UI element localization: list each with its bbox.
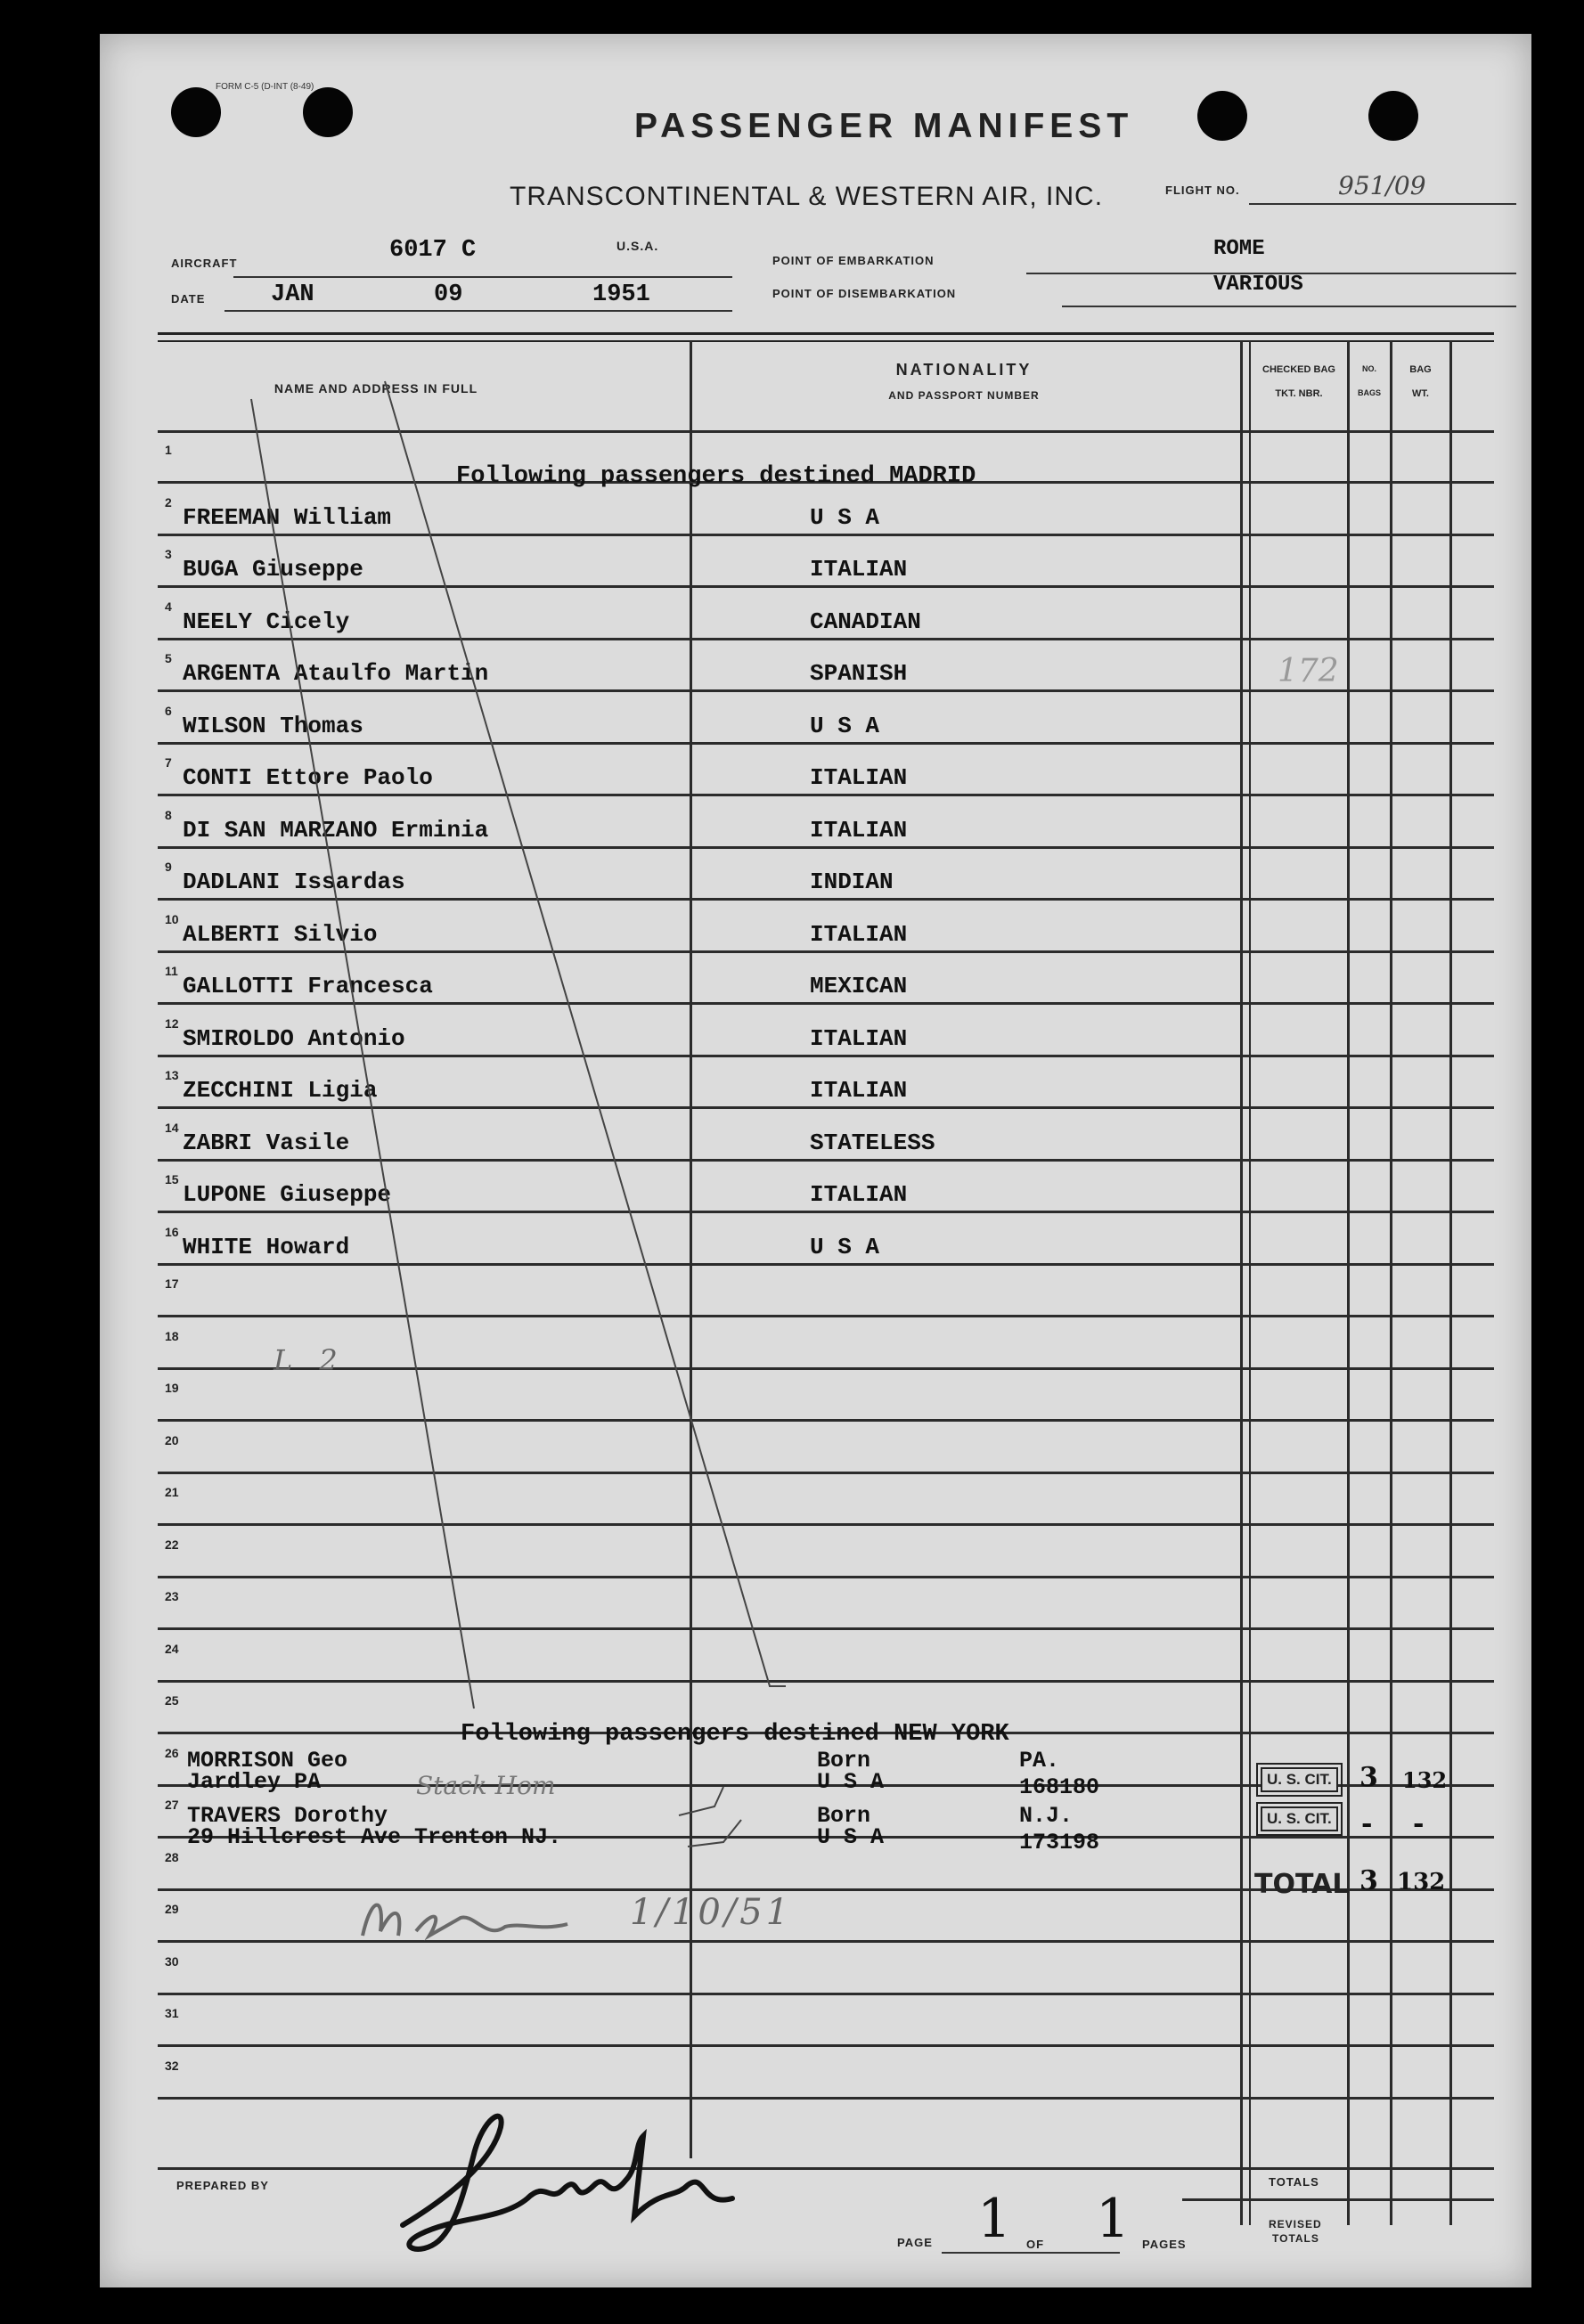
passenger-country: U S A: [817, 1769, 885, 1795]
column-header-bags: BAGS: [1357, 388, 1381, 397]
row-note: L 2: [274, 1343, 347, 1377]
passport-number: 173198: [1019, 1830, 1100, 1855]
row-number: 11: [165, 964, 178, 978]
row-number: 32: [165, 2058, 179, 2073]
passenger-state: N.J.: [1019, 1803, 1074, 1829]
passenger-nationality: U S A: [810, 712, 880, 739]
passenger-nationality: U S A: [810, 503, 880, 531]
passenger-state: PA.: [1019, 1748, 1060, 1774]
disembarkation-label: POINT OF DISEMBARKATION: [772, 287, 957, 300]
totals-label: TOTALS: [1269, 2175, 1319, 2189]
citizen-stamp: U. S. CIT.: [1261, 1767, 1338, 1792]
passenger-nationality: U S A: [810, 1233, 880, 1260]
passenger-nationality: ITALIAN: [810, 556, 908, 583]
disembarkation-value: VARIOUS: [1213, 273, 1303, 297]
page-label: PAGE: [897, 2236, 933, 2249]
passenger-address: 29 Hillcrest Ave Trenton NJ.: [187, 1824, 562, 1850]
row-number: 25: [165, 1693, 179, 1708]
pages-label: PAGES: [1142, 2238, 1187, 2251]
stray-pen-lines: [100, 34, 1531, 2287]
row-number: 6: [165, 703, 172, 718]
total-label: TOTAL: [1254, 1869, 1350, 1900]
row-number: 14: [165, 1120, 179, 1135]
row-number: 10: [165, 911, 179, 926]
passenger-nationality: ITALIAN: [810, 816, 908, 844]
signature: [367, 2092, 795, 2261]
row-number: 8: [165, 807, 172, 822]
flight-number: 951/09: [1338, 171, 1426, 200]
passenger-name: WILSON Thomas: [183, 712, 363, 739]
row-number: 31: [165, 2006, 179, 2020]
column-header-weight: BAG: [1409, 364, 1432, 375]
passenger-name: ARGENTA Ataulfo Martin: [183, 660, 489, 687]
row-number: 17: [165, 1276, 179, 1291]
of-label: OF: [1026, 2238, 1045, 2251]
manifest-page: [100, 34, 1531, 2287]
row-number: 26: [165, 1745, 179, 1760]
passenger-name: FREEMAN William: [183, 503, 392, 531]
passenger-name: SMIROLDO Antonio: [183, 1024, 405, 1052]
bag-count: -: [1361, 1808, 1373, 1839]
total-weight: 132: [1397, 1869, 1446, 1896]
total-bags: 3: [1359, 1865, 1378, 1896]
passenger-nationality: ITALIAN: [810, 1181, 908, 1208]
row-number: 2: [165, 494, 172, 510]
row-number: 20: [165, 1432, 179, 1447]
passport-number: 168180: [1019, 1774, 1100, 1800]
row-number: 13: [165, 1068, 179, 1082]
passenger-name: DADLANI Issardas: [183, 868, 405, 895]
passenger-nationality: ITALIAN: [810, 764, 908, 791]
row-number: 1: [165, 443, 172, 457]
form-number: FORM C-5 (D-INT (8-49): [216, 82, 314, 92]
passenger-born: Born: [817, 1748, 871, 1774]
row-number: 19: [165, 1381, 179, 1395]
page-total: 1: [1096, 2188, 1131, 2250]
column-header-ticket: TKT. NBR.: [1275, 388, 1323, 399]
revised-totals-label: REVISED: [1269, 2218, 1322, 2230]
row-number: 7: [165, 755, 172, 770]
column-header-nationality: NATIONALITY: [895, 361, 1033, 379]
column-header-passport: AND PASSPORT NUMBER: [888, 389, 1040, 402]
embarkation-value: ROME: [1213, 237, 1265, 261]
stack-note: Stack Hom: [416, 1771, 556, 1800]
passenger-name: NEELY Cicely: [183, 608, 350, 635]
passenger-name: ZABRI Vasile: [183, 1129, 350, 1156]
passenger-nationality: SPANISH: [810, 660, 908, 687]
column-header-bags: NO.: [1361, 364, 1376, 373]
passenger-name: GALLOTTI Francesca: [183, 973, 433, 999]
row-number: 12: [165, 1015, 179, 1031]
passenger-country: U S A: [817, 1824, 885, 1850]
row-number: 5: [165, 651, 172, 665]
destination-heading-newyork: Following passengers destined NEW YORK: [461, 1721, 1009, 1748]
date-month: JAN: [271, 281, 314, 308]
flight-label: FLIGHT NO.: [1165, 183, 1240, 197]
row-number: 27: [165, 1798, 179, 1812]
passenger-name: LUPONE Giuseppe: [183, 1181, 392, 1208]
row-number: 3: [165, 547, 172, 561]
bag-count: 3: [1359, 1762, 1378, 1793]
passenger-name: MORRISON Geo: [187, 1748, 348, 1774]
bag-weight: 132: [1402, 1767, 1448, 1793]
row-number: 21: [165, 1485, 179, 1499]
footer-rule: [158, 2167, 1494, 2170]
row-number: 4: [165, 599, 172, 614]
passenger-nationality: ITALIAN: [810, 920, 908, 948]
page-number: 1: [977, 2188, 1012, 2250]
passenger-name: CONTI Ettore Paolo: [183, 764, 433, 791]
row-number: 29: [165, 1902, 179, 1916]
passenger-nationality: CANADIAN: [810, 608, 921, 635]
airline-name: TRANSCONTINENTAL & WESTERN AIR, INC.: [510, 182, 1104, 211]
passenger-name: BUGA Giuseppe: [183, 556, 363, 583]
row-number: 18: [165, 1328, 179, 1343]
row-number: 9: [165, 860, 172, 874]
page-title: PASSENGER MANIFEST: [634, 107, 1134, 145]
citizen-stamp: U. S. CIT.: [1261, 1806, 1338, 1831]
row-number: 24: [165, 1641, 179, 1656]
destination-heading-madrid: Following passengers destined MADRID: [456, 463, 976, 490]
bag-weight: -: [1413, 1808, 1425, 1839]
passenger-nationality: ITALIAN: [810, 1077, 908, 1104]
passenger-name: ZECCHINI Ligia: [183, 1077, 378, 1104]
column-header-checked-bag: CHECKED BAG: [1262, 364, 1335, 375]
row-number: 16: [165, 1224, 179, 1239]
row-number: 23: [165, 1589, 179, 1603]
passenger-name: WHITE Howard: [183, 1233, 350, 1260]
prepared-by-label: PREPARED BY: [176, 2179, 269, 2192]
row-number: 22: [165, 1537, 179, 1552]
passenger-nationality: MEXICAN: [810, 973, 908, 999]
passenger-nationality: STATELESS: [810, 1129, 935, 1156]
passenger-name: ALBERTI Silvio: [183, 920, 378, 948]
passenger-nationality: ITALIAN: [810, 1024, 908, 1052]
aircraft-value: 6017 C: [389, 237, 477, 264]
embarkation-label: POINT OF EMBARKATION: [772, 254, 935, 267]
aircraft-label: AIRCRAFT: [171, 257, 238, 270]
passenger-nationality: INDIAN: [810, 868, 894, 895]
passenger-name: TRAVERS Dorothy: [187, 1803, 388, 1829]
totals-rule: [1182, 2198, 1494, 2201]
passenger-name: DI SAN MARZANO Erminia: [183, 816, 489, 844]
date-label: DATE: [171, 292, 206, 306]
passenger-address: Jardley PA: [187, 1769, 322, 1795]
column-header-weight: WT.: [1412, 388, 1429, 399]
row-number: 15: [165, 1172, 179, 1186]
passenger-born: Born: [817, 1803, 871, 1829]
aircraft-country: U.S.A.: [616, 239, 659, 253]
row-number: 28: [165, 1849, 179, 1864]
date-day: 09: [434, 281, 463, 308]
date-year: 1951: [592, 281, 650, 308]
date-note: 1/10/51: [630, 1892, 793, 1933]
ticket-note: 172: [1278, 653, 1339, 689]
row-number: 30: [165, 1953, 179, 1969]
page-line: [942, 2252, 1120, 2254]
column-header-name: NAME AND ADDRESS IN FULL: [274, 381, 478, 395]
revised-totals-label: TOTALS: [1272, 2232, 1319, 2245]
